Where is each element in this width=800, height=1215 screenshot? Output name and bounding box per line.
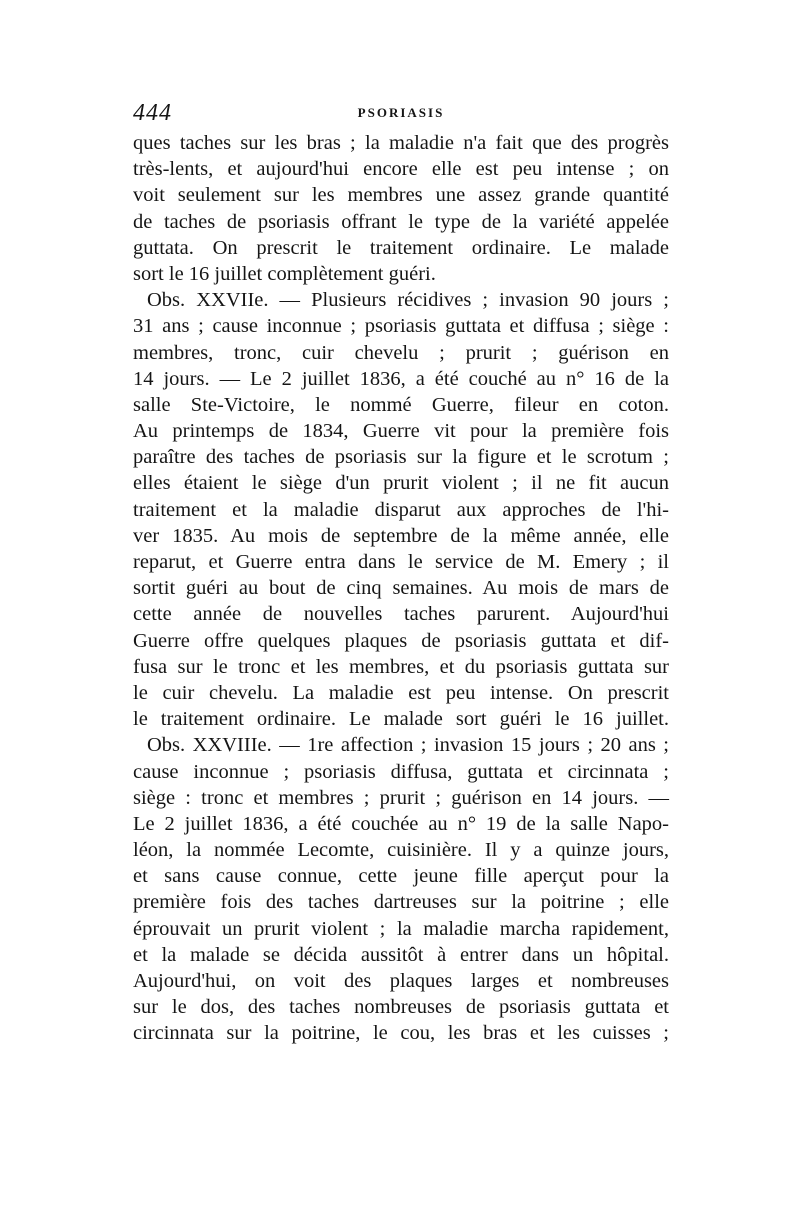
text-line: fusa sur le tronc et les membres, et du psoriasis guttata sur [133, 655, 669, 678]
text-line: sortit guéri au bout de cinq semaines. Au mois de mars de [133, 577, 669, 600]
text-line: ver 1835. Au mois de septembre de la même année, elle [133, 524, 669, 547]
text-line: première fois des taches dartreuses sur la poitrine ; elle [133, 891, 669, 914]
text-line: ques taches sur les bras ; la maladie n'a fait que des progrès [133, 132, 669, 154]
text-line: guttata. On prescrit le traitement ordinaire. Le malade [133, 236, 669, 259]
text-line: le traitement ordinaire. Le malade sort guéri le 16 juillet. [133, 708, 669, 731]
text-line: le cuir chevelu. La maladie est peu intense. On prescrit [133, 681, 669, 704]
text-line: cause inconnue ; psoriasis diffusa, guttata et circinnata ; [133, 760, 669, 783]
observation-heading: Obs. XXVIIe. — Plusieurs récidives ; invasion 90 jours ; [147, 289, 669, 312]
text-line: Aujourd'hui, on voit des plaques larges et nombreuses [133, 970, 669, 992]
text-line: Guerre offre quelques plaques de psoriasis guttata et dif- [133, 629, 669, 652]
text-line: traitement et la maladie disparut aux approches de l'hi- [133, 498, 669, 521]
text-line: léon, la nommée Lecomte, cuisinière. Il y a quinze jours, [133, 839, 669, 862]
text-line: Au printemps de 1834, Guerre vit pour la première fois [133, 420, 669, 443]
text-line: éprouvait un prurit violent ; la maladie marcha rapidement, [133, 917, 669, 940]
observation-heading: Obs. XXVIIIe. — 1re affection ; invasion 15 jours ; 20 ans ; [147, 734, 669, 757]
text-line: circinnata sur la poitrine, le cou, les bras et les cuisses ; [133, 1022, 669, 1045]
text-line: paraître des taches de psoriasis sur la figure et le scrotum ; [133, 446, 669, 469]
text-line: reparut, et Guerre entra dans le service de M. Emery ; il [133, 551, 669, 573]
text-line: de taches de psoriasis offrant le type de la variété appelée [133, 210, 669, 233]
text-line: et la malade se décida aussitôt à entrer dans un hôpital. [133, 943, 669, 966]
text-line: 31 ans ; cause inconnue ; psoriasis guttata et diffusa ; siège : [133, 315, 669, 338]
text-line: elles étaient le siège d'un prurit violent ; il ne fit aucun [133, 472, 669, 495]
text-line: voit seulement sur les membres une assez grande quantité [133, 184, 669, 207]
text-line: Le 2 juillet 1836, a été couchée au n° 19 de la salle Napo- [133, 812, 669, 835]
page-number: 444 [133, 100, 172, 126]
text-line: membres, tronc, cuir chevelu ; prurit ; guérison en [133, 341, 669, 364]
text-line: sur le dos, des taches nombreuses de psoriasis guttata et [133, 996, 669, 1019]
text-line: et sans cause connue, cette jeune fille aperçut pour la [133, 865, 669, 888]
text-line: salle Ste-Victoire, le nommé Guerre, fileur en coton. [133, 393, 669, 416]
text-line: sort le 16 juillet complètement guéri. [133, 262, 436, 285]
text-line: siège : tronc et membres ; prurit ; guérison en 14 jours. — [133, 786, 669, 809]
page-header [133, 100, 669, 130]
text-line: cette année de nouvelles taches parurent. Aujourd'hui [133, 603, 669, 626]
body-text [133, 130, 669, 1047]
text-line: 14 jours. — Le 2 juillet 1836, a été couché au n° 16 de la [133, 367, 669, 390]
running-title: PSORIASIS [357, 105, 445, 120]
text-line: très-lents, et aujourd'hui encore elle est peu intense ; on [133, 158, 669, 181]
